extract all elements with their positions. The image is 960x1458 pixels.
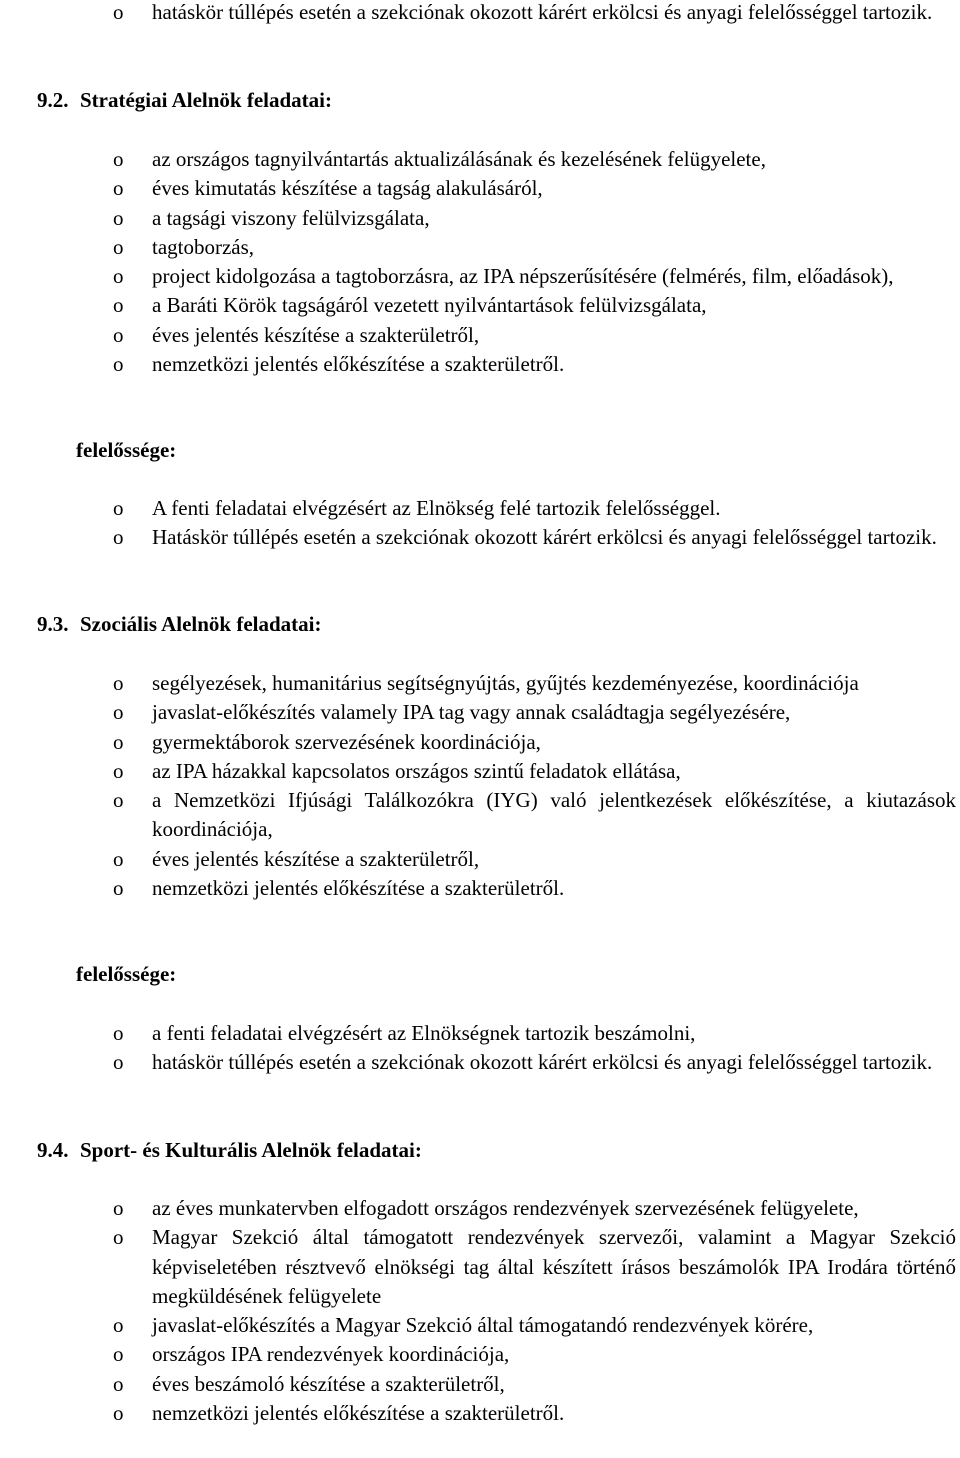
list-item: [0, 786, 960, 845]
list-item-text: Hatáskör túllépés esetén a szekciónak okozott kárért erkölcsi és anyagi felelősséggel tartozik.: [152, 525, 937, 550]
list-item: [0, 728, 960, 757]
list-item: [0, 0, 960, 27]
bullet-icon: o: [113, 322, 124, 347]
list-item-text: a fenti feladatai elvégzésért az Elnökségnek tartozik beszámolni,: [152, 1021, 696, 1045]
list-item-text: az országos tagnyilvántartás aktualizálásának és kezelésének felügyelete,: [152, 147, 766, 171]
list-item-text: project kidolgozása a tagtoborzásra, az IPA népszerűsítésére (felmérés, film, előadások),: [152, 264, 894, 289]
bullet-icon: o: [113, 788, 124, 813]
bullet-icon: o: [113, 293, 124, 318]
list-item-text: éves beszámoló készítése a szakterületről,: [152, 1371, 505, 1396]
section-9-2-responsibility-label: felelőssége:: [76, 438, 177, 462]
section-9-3-tasks-block: [0, 669, 960, 903]
list-item: [0, 145, 960, 174]
list-item: [0, 1048, 960, 1077]
bullet-icon: o: [113, 1401, 124, 1426]
top-list-block: [0, 0, 960, 27]
section-title: Szociális Alelnök feladatai:: [80, 612, 322, 636]
bullet-icon: o: [113, 352, 124, 377]
section-9-3-heading: [37, 610, 322, 639]
bullet-icon: o: [113, 846, 124, 871]
section-9-3-task-list: [0, 669, 960, 903]
bullet-icon: o: [113, 234, 124, 259]
list-item-text: nemzetközi jelentés előkészítése a szakterületről.: [152, 1401, 565, 1426]
list-item-text: segélyezések, humanitárius segítségnyújtás, gyűjtés kezdeményezése, koordinációja: [152, 671, 859, 695]
bullet-icon: o: [113, 525, 124, 550]
list-item: [0, 874, 960, 903]
list-item-text: az éves munkatervben elfogadott országos rendezvények szervezésének felügyelete,: [152, 1196, 859, 1220]
list-item-text: a Nemzetközi Ifjúsági Találkozókra (IYG) való jelentkezések előkészítése, a kiutazások koordinációja,: [152, 788, 956, 842]
bullet-icon: o: [113, 1313, 124, 1338]
list-item-text: javaslat-előkészítés valamely IPA tag vagy annak családtagja segélyezésére,: [152, 700, 791, 725]
section-title: Sport- és Kulturális Alelnök feladatai:: [80, 1138, 422, 1162]
bullet-icon: o: [113, 1050, 124, 1075]
list-item-text: a Baráti Körök tagságáról vezetett nyilvántartások felülvizsgálata,: [152, 293, 707, 318]
list-item: [0, 291, 960, 320]
bullet-icon: o: [113, 1371, 124, 1396]
bullet-icon: o: [113, 1196, 124, 1220]
list-item: [0, 233, 960, 262]
bullet-icon: o: [113, 147, 124, 171]
list-item: [0, 1370, 960, 1399]
bullet-icon: o: [113, 264, 124, 289]
section-9-2-responsibility-list: [0, 494, 960, 553]
bullet-icon: o: [113, 0, 124, 24]
list-item: [0, 1194, 960, 1223]
list-item: [0, 1311, 960, 1340]
bullet-icon: o: [113, 758, 124, 783]
section-9-2-heading: [37, 86, 332, 115]
bullet-icon: o: [113, 700, 124, 725]
list-item: [0, 757, 960, 786]
list-item: [0, 1223, 960, 1311]
bullet-icon: o: [113, 205, 124, 230]
list-item-text: gyermektáborok szervezésének koordinációja,: [152, 729, 541, 754]
bullet-icon: o: [113, 1225, 124, 1250]
bullet-icon: o: [113, 496, 124, 520]
section-9-3-responsibility-list: [0, 1019, 960, 1078]
bullet-icon: o: [113, 876, 124, 901]
list-item: [0, 494, 960, 523]
list-item-text: nemzetközi jelentés előkészítése a szakterületről.: [152, 876, 565, 901]
list-item-text: az IPA házakkal kapcsolatos országos szintű feladatok ellátása,: [152, 758, 681, 783]
list-item-text: a tagsági viszony felülvizsgálata,: [152, 205, 430, 230]
list-item-text: nemzetközi jelentés előkészítése a szakterületről.: [152, 352, 565, 377]
list-item: [0, 204, 960, 233]
list-item: [0, 1399, 960, 1428]
list-item: [0, 1340, 960, 1369]
bullet-icon: o: [113, 671, 124, 695]
list-item: [0, 845, 960, 874]
top-list: [0, 0, 960, 27]
list-item-text: éves kimutatás készítése a tagság alakulásáról,: [152, 176, 543, 201]
list-item-text: javaslat-előkészítés a Magyar Szekció által támogatandó rendezvények körére,: [152, 1313, 814, 1338]
section-9-3-responsibilities-block: [0, 1019, 960, 1078]
section-9-2-responsibilities-block: [0, 494, 960, 553]
section-9-3-responsibility-label: felelőssége:: [76, 962, 177, 986]
list-item-text: hatáskör túllépés esetén a szekciónak okozott kárért erkölcsi és anyagi felelősséggel tartozik.: [152, 0, 933, 24]
section-number: 9.2.: [37, 88, 69, 112]
list-item-text: Magyar Szekció által támogatott rendezvények szervezői, valamint a Magyar Szekció képviseletében résztvevő elnökségi tag által készített írásos beszámolók IPA Irodára történő megküldésének felügyelete: [152, 1225, 956, 1308]
list-item-text: hatáskör túllépés esetén a szekciónak okozott kárért erkölcsi és anyagi felelősséggel tartozik.: [152, 1050, 933, 1075]
section-9-4-heading: [37, 1136, 422, 1165]
list-item: [0, 262, 960, 291]
section-9-2-task-list: [0, 145, 960, 379]
list-item: [0, 321, 960, 350]
section-9-4-task-list: [0, 1194, 960, 1428]
list-item-text: tagtoborzás,: [152, 234, 255, 259]
section-9-2-tasks-block: [0, 145, 960, 379]
list-item: [0, 669, 960, 698]
section-9-4-tasks-block: [0, 1194, 960, 1428]
bullet-icon: o: [113, 729, 124, 754]
list-item: [0, 350, 960, 379]
bullet-icon: o: [113, 176, 124, 201]
bullet-icon: o: [113, 1021, 124, 1045]
list-item: [0, 698, 960, 727]
list-item-text: országos IPA rendezvények koordinációja,: [152, 1342, 510, 1367]
list-item-text: éves jelentés készítése a szakterületről,: [152, 322, 480, 347]
section-number: 9.4.: [37, 1138, 69, 1162]
list-item: [0, 523, 960, 552]
bullet-icon: o: [113, 1342, 124, 1367]
list-item-text: A fenti feladatai elvégzésért az Elnökség felé tartozik felelősséggel.: [152, 496, 721, 520]
section-title: Stratégiai Alelnök feladatai:: [80, 88, 332, 112]
section-number: 9.3.: [37, 612, 69, 636]
list-item: [0, 1019, 960, 1048]
list-item: [0, 174, 960, 203]
list-item-text: éves jelentés készítése a szakterületről,: [152, 846, 480, 871]
